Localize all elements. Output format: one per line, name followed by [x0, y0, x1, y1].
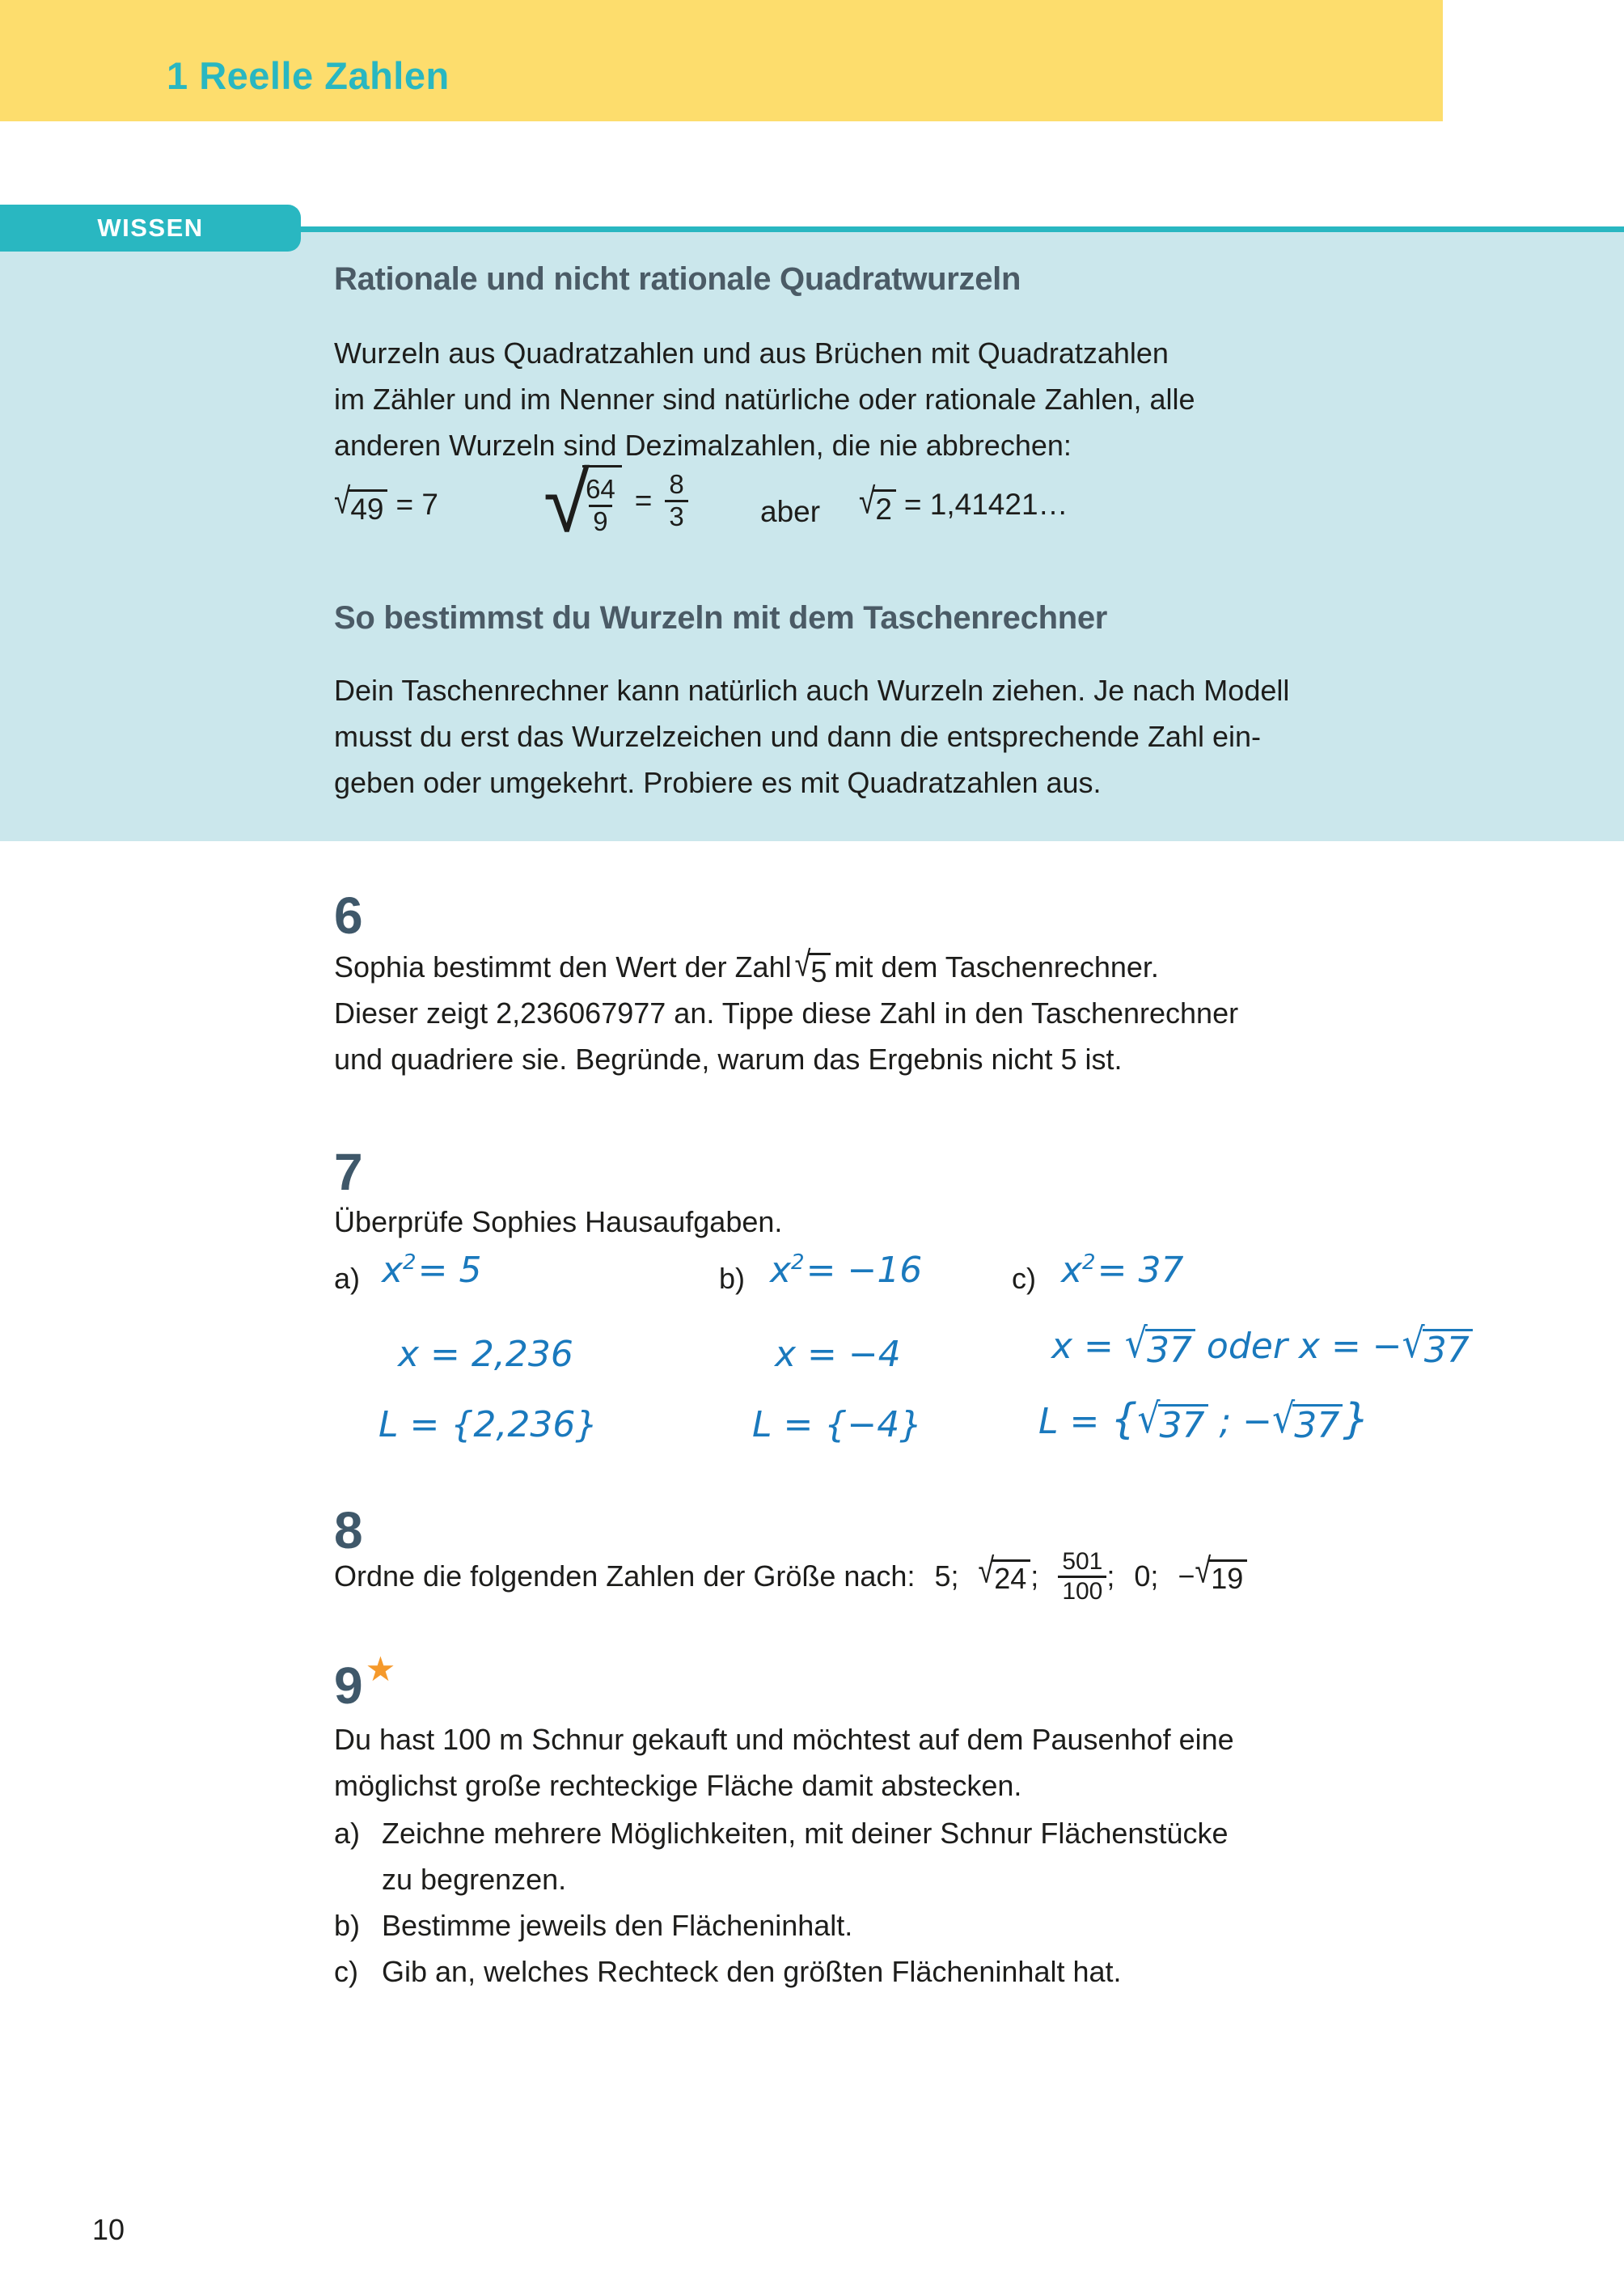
- task-8-intro: Ordne die folgenden Zahlen der Größe nach:: [334, 1559, 916, 1593]
- radical-sign: √: [1195, 1550, 1212, 1591]
- task-7b-answer-handwritten: x = −4: [775, 1334, 901, 1375]
- formula-result: = 7: [395, 488, 438, 521]
- formula-sqrt-fraction: [543, 456, 688, 551]
- radical-sign: √: [543, 456, 590, 551]
- radical: [334, 480, 387, 526]
- radicand: 19: [1208, 1559, 1247, 1593]
- task-9-number: 9: [334, 1656, 363, 1715]
- radicand: 2: [873, 489, 896, 524]
- task-8-line: [334, 1548, 1247, 1605]
- radical: [859, 480, 896, 526]
- sqrt24-item: [978, 1550, 1039, 1596]
- wissen-badge-label: WISSEN: [97, 214, 204, 242]
- task-7a-answer-handwritten: x = 2,236: [398, 1334, 573, 1375]
- fraction-numerator: 501: [1062, 1548, 1103, 1575]
- task-7c-answer-handwritten: [1051, 1319, 1473, 1371]
- radical: [1137, 1394, 1207, 1446]
- number-item: 0;: [1134, 1559, 1159, 1593]
- task-7b-equation-handwritten: [770, 1250, 922, 1292]
- star-icon: ★: [365, 1650, 396, 1688]
- knowledge-heading-calculator: So bestimmst du Wurzeln mit dem Taschenrechner: [334, 600, 1108, 636]
- radical: [978, 1550, 1030, 1596]
- negative-sqrt19-item: [1178, 1550, 1247, 1596]
- minus-sign: −: [1178, 1559, 1195, 1593]
- fraction-denominator: 9: [589, 505, 611, 537]
- fraction-denominator: 100: [1058, 1576, 1106, 1606]
- chapter-header-bar: [0, 0, 1443, 121]
- task-line-text: mit dem Taschenrechner.: [834, 950, 1159, 984]
- radical-sign: √: [859, 480, 876, 522]
- radicand: 37: [1423, 1329, 1473, 1369]
- formula-sqrt2: [859, 480, 1068, 526]
- task-9-header: [334, 1650, 396, 1715]
- radical-sign: √: [334, 480, 351, 522]
- task-7a-equation-handwritten: [382, 1250, 481, 1292]
- solution-separator: ; −: [1207, 1401, 1273, 1442]
- exponent: 2: [1082, 1250, 1096, 1275]
- task-9a-label: a): [334, 1817, 361, 1850]
- paragraph-line: Dein Taschenrechner kann natürlich auch Wurzeln ziehen. Je nach Modell: [334, 674, 1290, 707]
- task-9a-text-continued: zu begrenzen.: [382, 1863, 567, 1896]
- number-item: 5;: [934, 1559, 959, 1593]
- equation-rhs: = 5: [417, 1250, 482, 1291]
- task-line: Du hast 100 m Schnur gekauft und möchtest auf dem Pausenhof eine: [334, 1723, 1234, 1756]
- task-7c-equation-handwritten: [1061, 1250, 1183, 1292]
- radical-sign: √: [978, 1550, 995, 1591]
- paragraph-line: Wurzeln aus Quadratzahlen und aus Brüchen mit Quadratzahlen: [334, 336, 1169, 370]
- fraction: [1058, 1548, 1106, 1605]
- fraction-item: [1058, 1548, 1114, 1605]
- variable: x: [770, 1250, 792, 1291]
- knowledge-paragraph-1: [334, 330, 1195, 468]
- fraction-numerator: 64: [586, 474, 615, 504]
- separator: ;: [1030, 1559, 1039, 1593]
- formula-sqrt49: [334, 480, 438, 526]
- radical-sign: √: [1402, 1319, 1425, 1368]
- wissen-badge: [0, 205, 301, 252]
- page-number: 10: [92, 2213, 125, 2246]
- radical-over-fraction: [543, 456, 688, 551]
- radicand: 49: [348, 489, 387, 524]
- exponent: 2: [791, 1250, 805, 1275]
- radical: [794, 943, 831, 988]
- task-9a-text: Zeichne mehrere Möglichkeiten, mit deiner Schnur Flächenstücke: [382, 1817, 1229, 1850]
- answer-text: x =: [1051, 1326, 1125, 1367]
- task-7-intro: Überprüfe Sophies Hausaufgaben.: [334, 1205, 783, 1238]
- knowledge-paragraph-2: [334, 667, 1289, 806]
- radical-sign: √: [1124, 1319, 1148, 1368]
- task-7a-solution-set-handwritten: L = {2,236}: [379, 1404, 598, 1445]
- result-fraction: [665, 470, 687, 532]
- task-9c-text: Gib an, welches Rechteck den größten Flächeninhalt hat.: [382, 1955, 1122, 1988]
- task-line-text: Sophia bestimmt den Wert der Zahl: [334, 950, 792, 984]
- radicand: 37: [1158, 1404, 1208, 1444]
- radical: [1195, 1550, 1247, 1596]
- task-9-text: [334, 1716, 1234, 1809]
- formula-result: = 1,41421…: [903, 488, 1068, 521]
- radical: [1402, 1319, 1473, 1371]
- knowledge-box: [0, 232, 1624, 841]
- answer-text: oder x = −: [1195, 1326, 1402, 1367]
- variable: x: [1061, 1250, 1083, 1291]
- task-7b-label: b): [719, 1262, 746, 1295]
- task-8-number: 8: [334, 1501, 363, 1559]
- radical-sign: √: [794, 943, 811, 984]
- radicand: 37: [1292, 1404, 1343, 1444]
- fraction-denominator: 3: [665, 500, 687, 532]
- task-line: möglichst große rechteckige Fläche damit abstecken.: [334, 1769, 1022, 1802]
- equation-rhs: = 37: [1097, 1250, 1184, 1291]
- radical-sign: √: [1272, 1394, 1296, 1443]
- task-9c-label: c): [334, 1955, 358, 1988]
- task-6-text: [334, 944, 1238, 1082]
- task-line: und quadriere sie. Begründe, warum das Ergebnis nicht 5 ist.: [334, 1043, 1123, 1076]
- fraction-numerator: 8: [669, 469, 684, 499]
- radicand: 24: [992, 1559, 1030, 1593]
- brace-close: }: [1343, 1395, 1370, 1444]
- task-9b-text: Bestimme jeweils den Flächeninhalt.: [382, 1909, 853, 1942]
- paragraph-line: anderen Wurzeln sind Dezimalzahlen, die nie abbrechen:: [334, 429, 1072, 462]
- formula-conjunction: aber: [760, 495, 821, 528]
- radicand: 5: [808, 953, 831, 987]
- task-7b-solution-set-handwritten: L = {−4}: [752, 1404, 923, 1445]
- separator: ;: [1106, 1559, 1115, 1593]
- equation-rhs: = −16: [806, 1250, 923, 1291]
- task-6-number: 6: [334, 886, 363, 945]
- fraction: [586, 475, 615, 537]
- chapter-title: 1 Reelle Zahlen: [167, 54, 450, 97]
- task-7c-label: c): [1012, 1262, 1036, 1295]
- radical-sign: √: [1137, 1394, 1161, 1443]
- brace-open: {: [1110, 1395, 1138, 1444]
- task-9b-label: b): [334, 1909, 361, 1942]
- knowledge-heading-roots: Rationale und nicht rationale Quadratwurzeln: [334, 261, 1021, 297]
- paragraph-line: musst du erst das Wurzelzeichen und dann die entsprechende Zahl ein-: [334, 720, 1262, 753]
- paragraph-line: geben oder umgekehrt. Probiere es mit Quadratzahlen aus.: [334, 766, 1102, 799]
- variable: x: [382, 1250, 404, 1291]
- radicand: 37: [1145, 1329, 1195, 1369]
- solution-text: L =: [1038, 1401, 1111, 1442]
- task-7a-label: a): [334, 1262, 361, 1295]
- radical: [1272, 1394, 1343, 1446]
- task-7c-solution-set-handwritten: [1038, 1396, 1369, 1445]
- task-line: Dieser zeigt 2,236067977 an. Tippe diese Zahl in den Taschenrechner: [334, 996, 1239, 1030]
- paragraph-line: im Zähler und im Nenner sind natürliche oder rationale Zahlen, alle: [334, 383, 1195, 416]
- task-line: [334, 944, 1238, 990]
- equals-sign: =: [634, 484, 653, 518]
- task-7-number: 7: [334, 1143, 363, 1201]
- exponent: 2: [403, 1250, 417, 1275]
- radical: [1124, 1319, 1195, 1371]
